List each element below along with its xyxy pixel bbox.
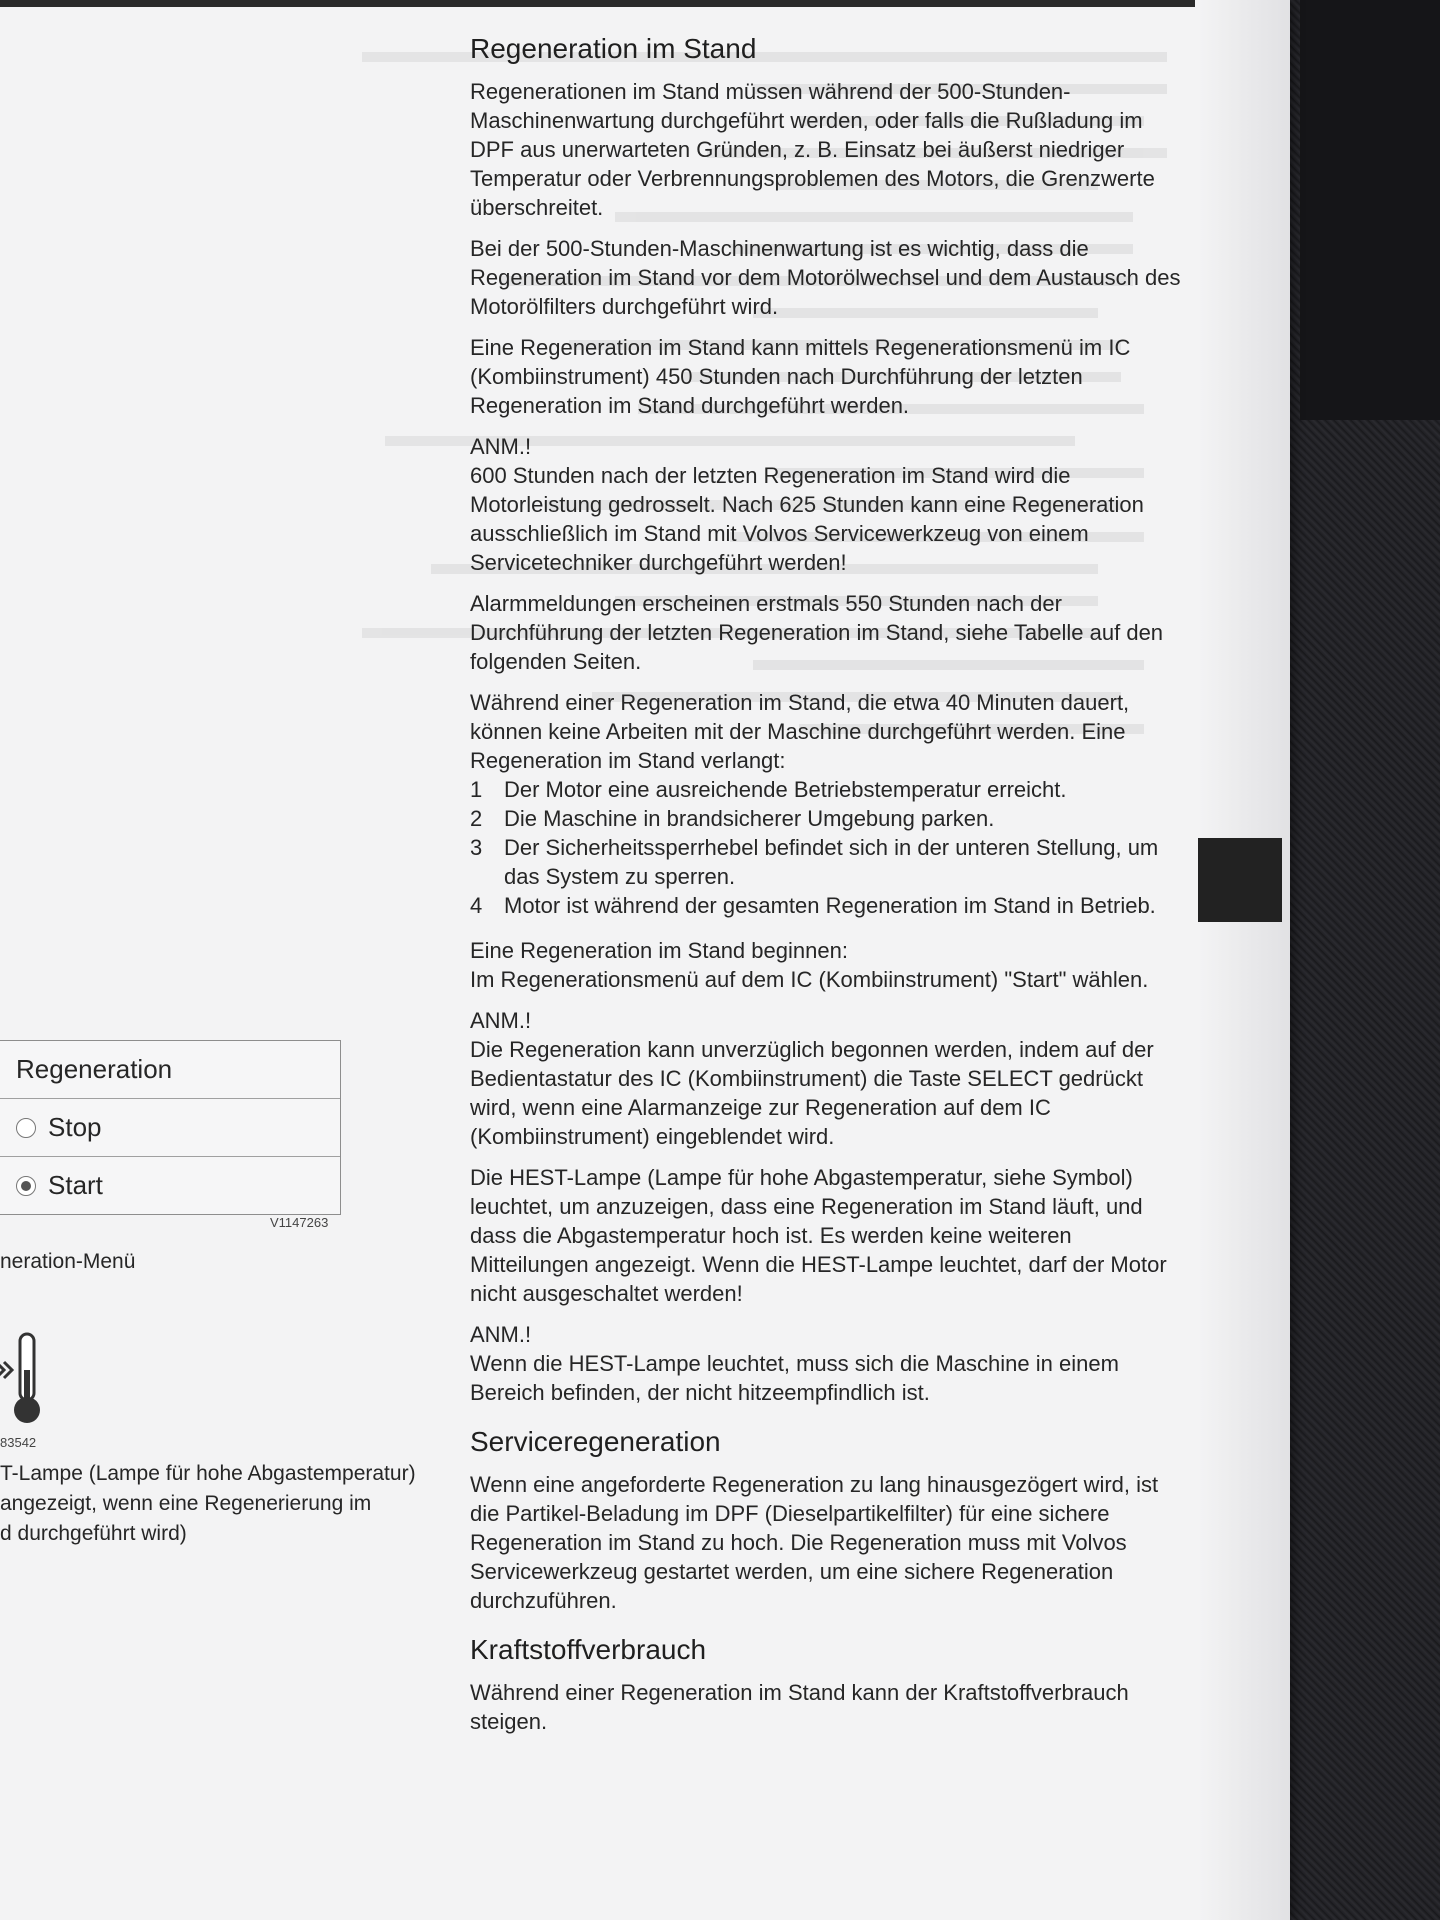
regeneration-menu-figure	[0, 1040, 341, 1215]
paragraph-intro: Regenerationen im Stand müssen während der 500-Stunden-Maschinenwartung durchgeführt werden, oder falls die Rußladung im DPF aus unerwarteten Gründen, z. B. Einsatz bei äußerst niedriger Temperatur oder Verbrennungsproblemen des Motors, die Grenzwerte überschreitet.	[470, 79, 1155, 220]
list-item-text: Der Motor eine ausreichende Betriebstemperatur erreicht.	[504, 777, 1067, 802]
service-heading: Serviceregeneration	[470, 1426, 721, 1457]
header-rule	[0, 0, 1195, 7]
list-item-number: 3	[470, 835, 483, 860]
page-curl-shading	[1200, 0, 1290, 1920]
list-item-number: 1	[470, 777, 483, 802]
list-item-text: Die Maschine in brandsicherer Umgebung parken.	[504, 806, 995, 831]
list-item	[470, 804, 1190, 833]
section-title: Regeneration im Stand	[470, 33, 757, 64]
figure-code: V1147263	[270, 1215, 329, 1230]
section-tab-marker	[1198, 838, 1282, 922]
hest-caption-line: T-Lampe (Lampe für hohe Abgastemperatur)	[0, 1462, 416, 1485]
begin-text: Im Regenerationsmenü auf dem IC (Kombiinstrument) "Start" wählen.	[470, 967, 1149, 992]
hest-caption-line: angezeigt, wenn eine Regenerierung im	[0, 1492, 372, 1515]
menu-option-stop	[0, 1098, 340, 1156]
list-item-text: Der Sicherheitssperrhebel befindet sich in der unteren Stellung, um das System zu sperren.	[504, 835, 1159, 889]
paragraph-hest-lamp: Die HEST-Lampe (Lampe für hohe Abgastemperatur, siehe Symbol) leuchtet, um anzuzeigen, dass eine Regeneration im Stand läuft, und dass die Abgastemperatur hoch ist. Es werden keine weiteren Mitteilungen angezeigt. Wenn die HEST-Lampe leuchtet, darf der Motor nicht ausgeschaltet werden!	[470, 1165, 1167, 1306]
paragraph-alarm: Alarmmeldungen erscheinen erstmals 550 Stunden nach der Durchführung der letzten Regeneration im Stand, siehe Tabelle auf den folgenden Seiten.	[470, 591, 1164, 674]
hest-figure-code: 83542	[0, 1435, 37, 1450]
fuel-text: Während einer Regeneration im Stand kann der Kraftstoffverbrauch steigen.	[470, 1680, 1129, 1734]
seat-background	[1300, 0, 1440, 420]
begin-heading: Eine Regeneration im Stand beginnen:	[470, 938, 848, 963]
note-select-key: Die Regeneration kann unverzüglich begonnen werden, indem auf der Bedientastatur des IC (Kombiinstrument) die Taste SELECT gedrückt wird, wenn eine Alarmanzeige zur Regeneration auf dem IC (Kombiinstrument) eingeblendet wird.	[470, 1037, 1154, 1149]
thermometer-icon	[0, 1330, 50, 1435]
list-item	[470, 833, 1190, 891]
note-label: ANM.!	[470, 434, 532, 459]
paragraph-maintenance: Bei der 500-Stunden-Maschinenwartung ist es wichtig, dass die Regeneration im Stand vor dem Motorölwechsel und dem Austausch des Motorölfilters durchgeführt wird.	[470, 236, 1181, 319]
menu-option-start	[0, 1156, 340, 1214]
list-item	[470, 775, 1190, 804]
option-label: Stop	[48, 1112, 102, 1142]
regeneration-menu-header	[0, 1041, 340, 1098]
requirements-list	[470, 775, 1190, 920]
paragraph-menu-hours: Eine Regeneration im Stand kann mittels Regenerationsmenü im IC (Kombiinstrument) 450 Stunden nach Durchführung der letzten Regeneration im Stand durchgeführt werden.	[470, 335, 1131, 418]
note-label: ANM.!	[470, 1322, 532, 1347]
list-item-number: 2	[470, 806, 483, 831]
paragraph-during: Während einer Regeneration im Stand, die etwa 40 Minuten dauert, können keine Arbeiten mit der Maschine durchgeführt werden. Eine Regeneration im Stand verlangt:	[470, 690, 1130, 773]
note-heat-sensitive: Wenn die HEST-Lampe leuchtet, muss sich die Maschine in einem Bereich befinden, der nicht hitzeempfindlich ist.	[470, 1351, 1119, 1405]
radio-unselected-icon	[16, 1118, 36, 1138]
note-power-reduction: 600 Stunden nach der letzten Regeneration im Stand wird die Motorleistung gedrosselt. Nach 625 Stunden kann eine Regeneration ausschließlich im Stand mit Volvos Servicewerkzeug von einem Servicetechniker durchgeführt werden!	[470, 463, 1144, 575]
service-text: Wenn eine angeforderte Regeneration zu lang hinausgezögert wird, ist die Partikel-Beladung im DPF (Dieselpartikelfilter) für eine sichere Regeneration im Stand zu hoch. Die Regeneration muss mit Volvos Servicewerkzeug gestartet werden, um eine sichere Regeneration durchzuführen.	[470, 1472, 1159, 1613]
note-label: ANM.!	[470, 1008, 532, 1033]
option-label: Start	[48, 1170, 103, 1200]
hest-caption-line: d durchgeführt wird)	[0, 1522, 187, 1545]
regeneration-menu-title: Regeneration	[16, 1054, 173, 1084]
figure-caption: neration-Menü	[0, 1250, 136, 1273]
fuel-heading: Kraftstoffverbrauch	[470, 1634, 707, 1665]
list-item-number: 4	[470, 893, 483, 918]
list-item	[470, 891, 1190, 920]
radio-selected-icon	[16, 1176, 36, 1196]
main-text-column	[470, 30, 1190, 1748]
list-item-text: Motor ist während der gesamten Regeneration im Stand in Betrieb.	[504, 893, 1156, 918]
